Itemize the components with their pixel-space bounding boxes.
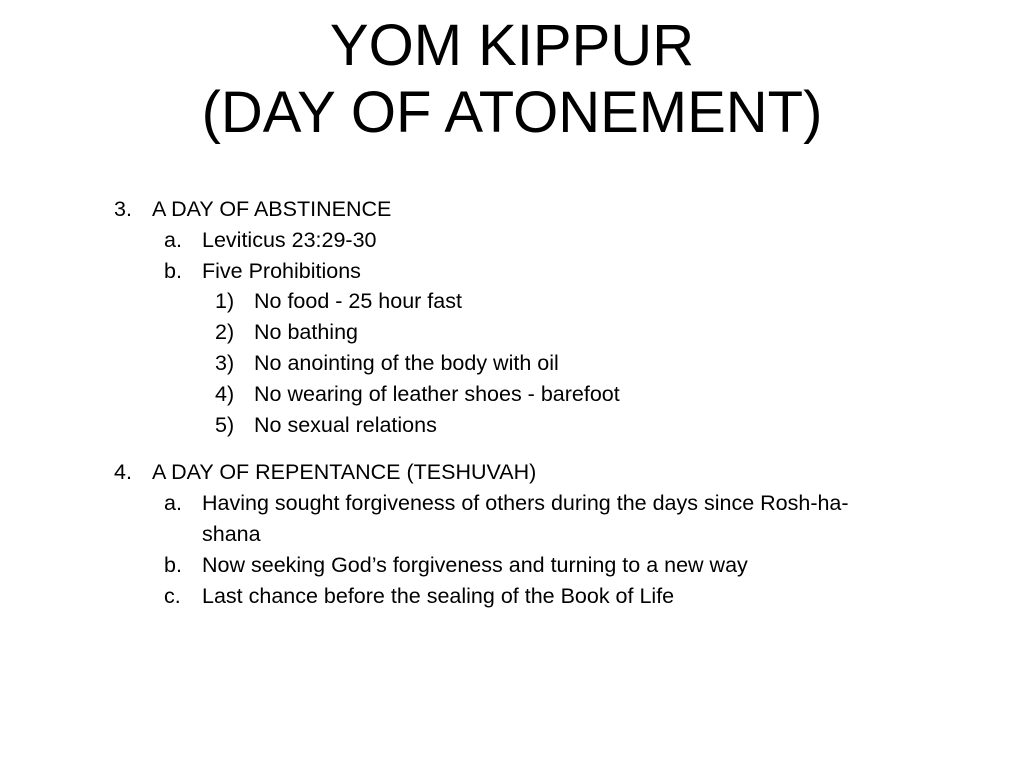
list-marker: 3): [215, 350, 235, 375]
list-item-text: Leviticus 23:29-30: [202, 227, 377, 252]
list-item-section-3: [0, 194, 1024, 225]
list-marker: 5): [215, 412, 235, 437]
list-item-4c: [0, 581, 1024, 612]
list-item-text: No sexual relations: [254, 412, 437, 437]
title-line-1: YOM KIPPUR: [329, 13, 695, 78]
slide-body: [0, 194, 1024, 611]
title-line-2: (DAY OF ATONEMENT): [201, 80, 823, 145]
list-marker: c.: [164, 583, 181, 608]
list-item-4b: [0, 550, 1024, 581]
list-item-4a: [0, 488, 1024, 519]
list-item-text: A DAY OF REPENTANCE (TESHUVAH): [152, 460, 537, 485]
list-item-text: No bathing: [254, 320, 358, 345]
list-item-3b-1: [0, 286, 1024, 317]
list-item-3b-4: [0, 379, 1024, 410]
list-item-text: A DAY OF ABSTINENCE: [152, 197, 392, 221]
list-marker: b.: [164, 552, 182, 577]
list-marker: 3.: [114, 197, 132, 221]
list-item-3b-3: [0, 348, 1024, 379]
list-item-3b: [0, 256, 1024, 287]
slide-title: [0, 12, 1024, 146]
list-item-text: Last chance before the sealing of the Book of Life: [202, 583, 675, 608]
list-marker: 1): [215, 289, 235, 314]
list-marker: a.: [164, 491, 182, 516]
list-item-text: No food - 25 hour fast: [254, 289, 462, 314]
list-marker: 2): [215, 320, 235, 345]
list-item-4a-continued: [0, 519, 1024, 550]
list-item-text: Now seeking God’s forgiveness and turning to a new way: [202, 552, 748, 577]
list-item-3b-2: [0, 317, 1024, 348]
list-item-text: No wearing of leather shoes - barefoot: [254, 381, 620, 406]
list-marker: b.: [164, 258, 182, 283]
section-gap: [0, 440, 1024, 457]
list-item-text: Five Prohibitions: [202, 258, 361, 283]
list-marker: 4.: [114, 460, 132, 485]
list-item-section-4: [0, 457, 1024, 488]
list-item-3a: [0, 225, 1024, 256]
list-item-text: Having sought forgiveness of others during the days since Rosh-ha-: [202, 491, 849, 516]
list-item-text: No anointing of the body with oil: [254, 350, 559, 375]
list-item-3b-5: [0, 410, 1024, 441]
list-item-text-continued: shana: [202, 521, 261, 546]
list-marker: 4): [215, 381, 235, 406]
list-marker: a.: [164, 227, 182, 252]
